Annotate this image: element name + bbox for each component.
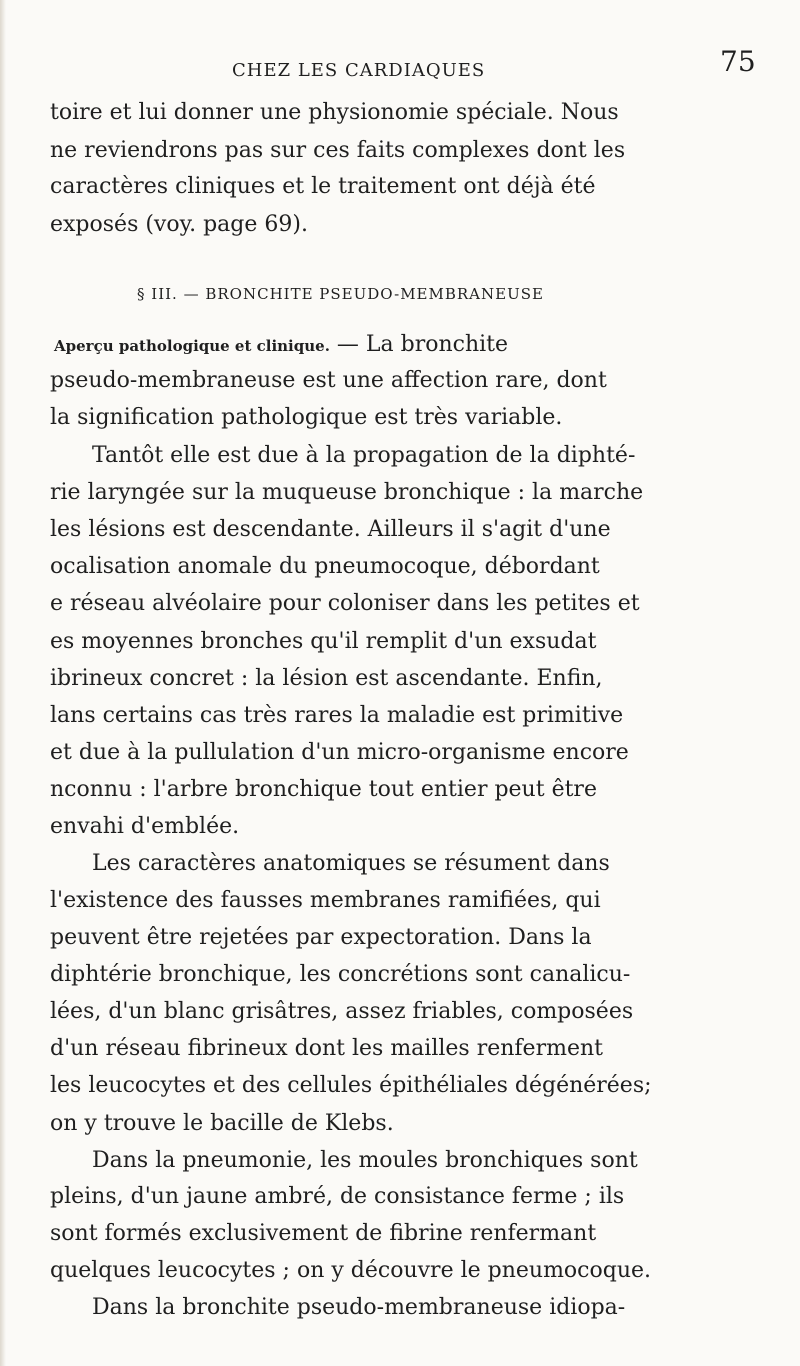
text-line: nconnu : l'arbre bronchique tout entier peut être — [50, 777, 597, 802]
text-line: Les caractères anatomiques se résument dans — [92, 851, 610, 876]
text-line: pleins, d'un jaune ambré, de consistance ferme ; ils — [50, 1184, 625, 1209]
text-line: Dans la pneumonie, les moules bronchiques sont — [92, 1148, 638, 1173]
page-edge-shadow — [0, 0, 6, 1366]
running-title: CHEZ LES CARDIAQUES — [232, 60, 486, 81]
text-line: les lésions est descendante. Ailleurs il s'agit d'une — [50, 517, 611, 542]
text-line: lans certains cas très rares la maladie est primitive — [50, 703, 624, 728]
text-line: e réseau alvéolaire pour coloniser dans les petites et — [50, 591, 640, 616]
text-line: quelques leucocytes ; on y découvre le pneumocoque. — [50, 1258, 652, 1283]
lead-in-rest: — La bronchite — [329, 332, 509, 357]
text-line: ne reviendrons pas sur ces faits complexes dont les — [50, 138, 626, 163]
text-line: ibrineux concret : la lésion est ascendante. Enfin, — [50, 666, 603, 691]
text-line: es moyennes bronches qu'il remplit d'un exsudat — [50, 629, 597, 654]
text-line: sont formés exclusivement de fibrine renfermant — [50, 1221, 597, 1246]
page-number: 75 — [720, 45, 756, 78]
text-line: rie laryngée sur la muqueuse bronchique : la marche — [50, 480, 644, 505]
text-line: Tantôt elle est due à la propagation de la diphté- — [92, 443, 636, 468]
text-line: lées, d'un blanc grisâtres, assez friables, composées — [50, 999, 634, 1024]
lead-in-title: Aperçu pathologique et clinique. — [54, 337, 330, 355]
text-line: envahi d'emblée. — [50, 814, 240, 839]
text-line: ocalisation anomale du pneumocoque, débordant — [50, 554, 600, 579]
text-line: Dans la bronchite pseudo-membraneuse idiopa- — [92, 1295, 626, 1320]
text-line: les leucocytes et des cellules épithéliales dégénérées; — [50, 1073, 652, 1098]
text-line: l'existence des fausses membranes ramifiées, qui — [50, 888, 601, 913]
text-line: la signification pathologique est très variable. — [50, 405, 563, 430]
text-line: caractères cliniques et le traitement ont déjà été — [50, 174, 596, 199]
text-line: toire et lui donner une physionomie spéciale. Nous — [50, 100, 619, 125]
paragraph-start-line — [54, 334, 508, 356]
text-line: diphtérie bronchique, les concrétions sont canalicu- — [50, 962, 631, 987]
text-line: peuvent être rejetées par expectoration. Dans la — [50, 925, 592, 950]
text-line: d'un réseau fibrineux dont les mailles renferment — [50, 1036, 603, 1061]
text-line: on y trouve le bacille de Klebs. — [50, 1111, 394, 1136]
section-heading: § III. — BRONCHITE PSEUDO-MEMBRANEUSE — [137, 285, 544, 303]
text-line: pseudo-membraneuse est une affection rare, dont — [50, 368, 607, 393]
text-line: exposés (voy. page 69). — [50, 212, 308, 237]
text-line: et due à la pullulation d'un micro-organisme encore — [50, 740, 629, 765]
